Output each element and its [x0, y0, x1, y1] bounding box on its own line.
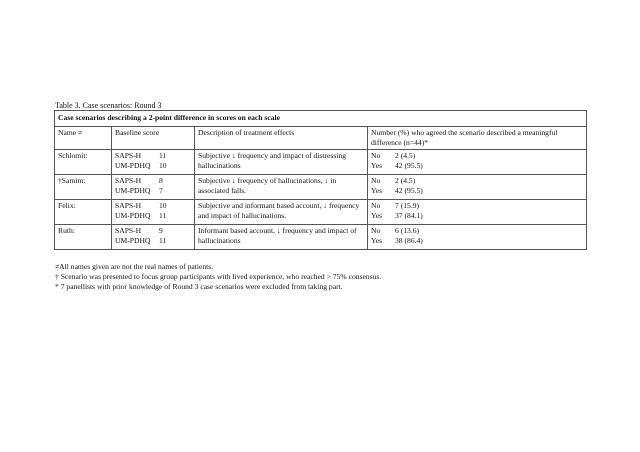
- header-description: Description of treatment effects: [195, 127, 368, 150]
- row-description: Subjective ↓ frequency and impact of distressing hallucinations: [195, 150, 368, 175]
- score-value: 9: [159, 226, 163, 236]
- score-label: SAPS-H: [115, 176, 142, 186]
- agreement-label: No: [371, 176, 381, 186]
- score-value: 8: [159, 176, 163, 186]
- row-baseline: [112, 175, 195, 200]
- agreement-value: 2 (4.5): [395, 151, 416, 161]
- row-name: Felix:: [55, 200, 112, 225]
- score-value: 11: [159, 151, 167, 161]
- footnote: † Scenario was presented to focus group participants with lived experience, who reached > 75% consensus.: [55, 271, 382, 281]
- agreement-label: Yes: [371, 160, 383, 170]
- agreement-value: 42 (95.5): [395, 185, 423, 195]
- score-label: SAPS-H: [115, 226, 142, 236]
- table-row: [55, 200, 587, 225]
- header-baseline: Baseline score: [112, 127, 195, 150]
- header-agreement: Number (%) who agreed the scenario described a meaningful difference (n=44)*: [368, 127, 587, 150]
- agreement-label: No: [371, 226, 381, 236]
- agreement-value: 37 (84.1): [395, 210, 423, 220]
- score-value: 11: [159, 210, 167, 220]
- row-agreement: [368, 150, 587, 175]
- header-row: [55, 127, 587, 150]
- footnote: ≠All names given are not the real names of patients.: [55, 262, 214, 271]
- row-name: Ruth:: [55, 225, 112, 250]
- table-row: [55, 175, 587, 200]
- footnote: * 7 panellists with prior knowledge of Round 3 case scenarios were excluded from taking part.: [55, 281, 343, 291]
- row-name: †Samim:: [55, 175, 112, 200]
- table-title: Case scenarios describing a 2-point difference in scores on each scale: [55, 111, 587, 127]
- table-notes: [55, 262, 381, 292]
- row-baseline: [112, 200, 195, 225]
- score-label: SAPS-H: [115, 151, 142, 161]
- agreement-value: 7 (15.9): [395, 201, 420, 211]
- score-value: 7: [159, 185, 163, 195]
- row-description: Subjective ↓ frequency of hallucinations, ↓ in associated falls.: [195, 175, 368, 200]
- agreement-label: Yes: [371, 210, 383, 220]
- agreement-value: 6 (13.6): [395, 226, 420, 236]
- row-agreement: [368, 175, 587, 200]
- table-row: [55, 150, 587, 175]
- row-description: Subjective and informant based account, ↓ frequency and impact of hallucinations.: [195, 200, 368, 225]
- score-value: 10: [159, 160, 167, 170]
- agreement-label: No: [371, 151, 381, 161]
- table-row: [55, 225, 587, 250]
- table-caption: Table 3. Case scenarios: Round 3: [55, 101, 162, 110]
- agreement-value: 2 (4.5): [395, 176, 416, 186]
- row-agreement: [368, 225, 587, 250]
- score-label: UM-PDHQ: [115, 185, 151, 195]
- row-agreement: [368, 200, 587, 225]
- agreement-label: No: [371, 201, 381, 211]
- score-label: UM-PDHQ: [115, 160, 151, 170]
- score-label: SAPS-H: [115, 201, 142, 211]
- agreement-label: Yes: [371, 235, 383, 245]
- score-value: 11: [159, 235, 167, 245]
- agreement-value: 42 (95.5): [395, 160, 423, 170]
- case-scenarios-table: [54, 110, 587, 250]
- score-label: UM-PDHQ: [115, 235, 151, 245]
- row-baseline: [112, 150, 195, 175]
- agreement-label: Yes: [371, 185, 383, 195]
- score-label: UM-PDHQ: [115, 210, 151, 220]
- score-value: 10: [159, 201, 167, 211]
- row-name: Schlomit:: [55, 150, 112, 175]
- row-description: Informant based account, ↓ frequency and impact of hallucinations: [195, 225, 368, 250]
- row-baseline: [112, 225, 195, 250]
- header-name: Name ≠: [55, 127, 112, 150]
- agreement-value: 38 (86.4): [395, 235, 423, 245]
